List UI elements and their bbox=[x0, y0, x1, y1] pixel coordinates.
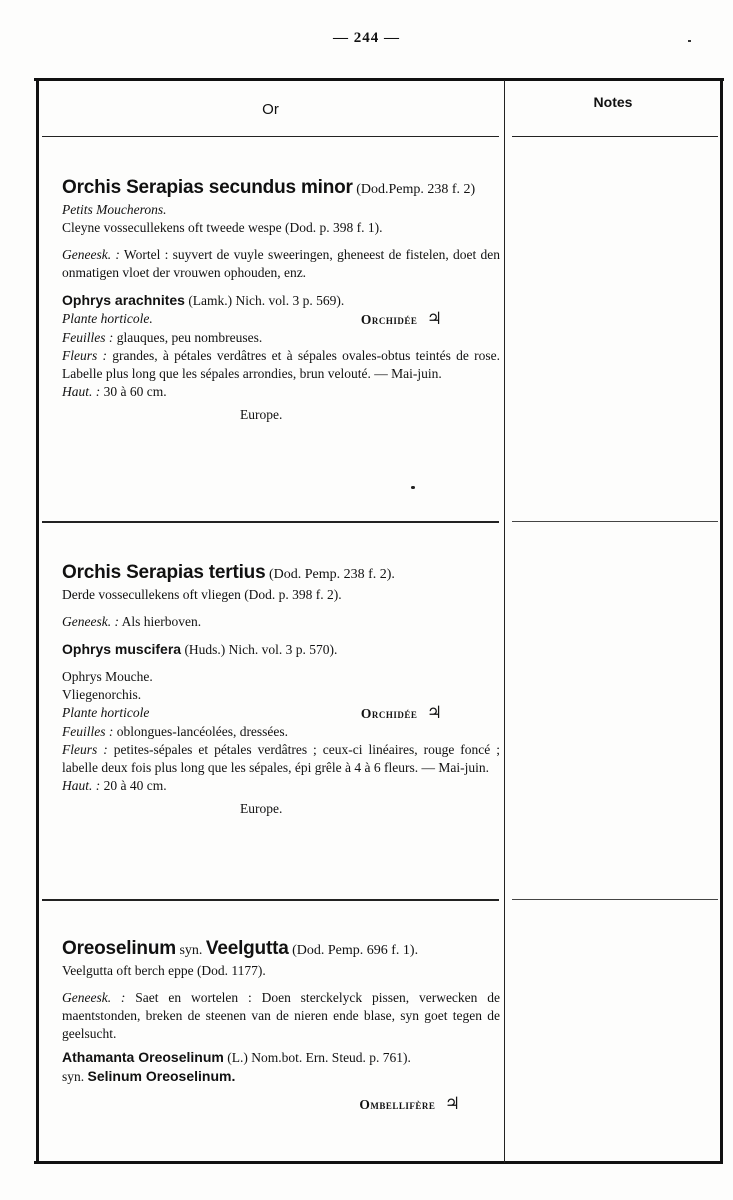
page-number: — 244 — bbox=[333, 30, 400, 46]
entry-modern-name-line bbox=[62, 291, 500, 310]
synonym-prefix: syn. bbox=[62, 1069, 85, 1084]
ink-speck bbox=[411, 486, 415, 489]
entry-plant-line bbox=[62, 704, 500, 723]
entry-geneesk bbox=[62, 613, 500, 631]
entry-syn-word: syn. bbox=[179, 943, 203, 958]
entry-title-ref: (Dod. Pemp. 238 f. 2). bbox=[268, 567, 395, 582]
entry-feuilles bbox=[62, 329, 500, 347]
entry-title-ref: (Dod.Pemp. 238 f. 2) bbox=[356, 182, 476, 197]
entry-modern-name-line bbox=[62, 640, 500, 659]
modern-name: Ophrys arachnites bbox=[62, 292, 185, 308]
header-notes: Notes bbox=[593, 94, 633, 110]
modern-ref: (L.) Nom.bot. Ern. Steud. p. 761). bbox=[227, 1050, 411, 1065]
entry-oreoselinum bbox=[62, 940, 500, 1114]
table-frame-bottom bbox=[34, 1161, 723, 1164]
feuilles-label: Feuilles : bbox=[62, 724, 114, 739]
entry-feuilles bbox=[62, 723, 500, 741]
entry-dutch-line: Veelgutta oft berch eppe (Dod. 1177). bbox=[62, 963, 266, 978]
entry-orchis-serapias-tertius bbox=[62, 564, 500, 818]
family-group bbox=[361, 704, 442, 723]
entry-plant-line bbox=[62, 310, 500, 329]
notes-separator bbox=[512, 899, 718, 900]
entry-orchis-serapias-secundus-minor bbox=[62, 179, 500, 424]
header-main: Or bbox=[262, 101, 279, 118]
entry-title: Orchis Serapias tertius bbox=[62, 562, 266, 583]
header-rule-main bbox=[42, 136, 499, 137]
stray-mark bbox=[688, 40, 691, 42]
feuilles-text: glauques, peu nombreuses. bbox=[116, 330, 263, 345]
notes-separator bbox=[512, 521, 718, 522]
feuilles-label: Feuilles : bbox=[62, 330, 114, 345]
family-name: Orchidée bbox=[360, 706, 418, 721]
entry-origin: Europe. bbox=[240, 407, 283, 422]
entry-haut bbox=[62, 777, 500, 795]
geneesk-text: Saet en wortelen : Doen sterckelyck pissen, verwecken de maentstonden, breken de steenen van de nieren ende blase, syn goet tegen de geelsucht. bbox=[62, 990, 500, 1041]
entry-geneesk bbox=[62, 989, 500, 1043]
family-group bbox=[361, 310, 442, 329]
fleurs-text: petites-sépales et pétales verdâtres ; ceux-ci linéaires, rouge foncé ; labelle deux fois plus long que les sépales, épi grêle à 4 à 6 fleurs. — Mai-juin. bbox=[62, 742, 500, 775]
entry-separator bbox=[42, 521, 499, 523]
modern-name: Athamanta Oreoselinum bbox=[62, 1049, 224, 1065]
entry-title: Orchis Serapias secundus minor bbox=[62, 177, 353, 198]
entry-haut bbox=[62, 383, 500, 401]
plant-type: Plante horticole. bbox=[62, 311, 153, 326]
table-frame-left bbox=[36, 78, 39, 1163]
haut-text: 20 à 40 cm. bbox=[103, 778, 167, 793]
common-name-fr: Ophrys Mouche. bbox=[62, 669, 153, 684]
entry-title-line bbox=[62, 564, 500, 584]
entry-title-ref: (Dod. Pemp. 696 f. 1). bbox=[292, 943, 419, 958]
modern-ref: (Huds.) Nich. vol. 3 p. 570). bbox=[184, 642, 338, 657]
family-name: Ombellifère bbox=[359, 1097, 436, 1112]
fleurs-label: Fleurs : bbox=[62, 348, 108, 363]
entry-title: Oreoselinum bbox=[62, 938, 176, 959]
geneesk-label: Geneesk. : bbox=[62, 990, 126, 1005]
perennial-symbol: ♃ bbox=[444, 1094, 460, 1113]
haut-label: Haut. : bbox=[62, 384, 101, 399]
modern-name: Ophrys muscifera bbox=[62, 641, 182, 657]
modern-ref: (Lamk.) Nich. vol. 3 p. 569). bbox=[188, 293, 345, 308]
entry-origin: Europe. bbox=[240, 801, 283, 816]
haut-text: 30 à 60 cm. bbox=[103, 384, 167, 399]
geneesk-text: Als hierboven. bbox=[121, 614, 202, 629]
entry-family-line bbox=[62, 1095, 500, 1114]
entry-geneesk bbox=[62, 246, 500, 282]
entry-fleurs bbox=[62, 741, 500, 777]
perennial-symbol: ♃ bbox=[426, 703, 442, 722]
common-name-nl: Vliegenorchis. bbox=[62, 687, 142, 702]
entry-separator bbox=[42, 899, 499, 901]
fleurs-label: Fleurs : bbox=[62, 742, 108, 757]
fleurs-text: grandes, à pétales verdâtres et à sépales ovales-obtus teintés de rose. Labelle plus long que les sépales arrondies, brun velouté. — Mai-juin. bbox=[62, 348, 501, 381]
column-divider bbox=[504, 80, 505, 1163]
entry-dutch-line: Cleyne vossecullekens oft tweede wespe (Dod. p. 398 f. 1). bbox=[62, 220, 383, 235]
entry-title-2: Veelgutta bbox=[205, 938, 289, 959]
header-rule-notes bbox=[512, 136, 718, 137]
haut-label: Haut. : bbox=[62, 778, 101, 793]
entry-subtitle: Petits Moucherons. bbox=[62, 202, 167, 217]
table-frame-top bbox=[34, 78, 724, 81]
geneesk-text: Wortel : suyvert de vuyle sweeringen, gheneest de fistelen, doet den onmatigen vloet der vrouwen ophouden, enz. bbox=[62, 247, 501, 280]
entry-synonym-line bbox=[62, 1067, 500, 1086]
family-name: Orchidée bbox=[360, 312, 418, 327]
entry-title-line bbox=[62, 940, 500, 960]
perennial-symbol: ♃ bbox=[426, 309, 442, 328]
synonym-name: Selinum Oreoselinum. bbox=[87, 1068, 236, 1084]
entry-title-line bbox=[62, 179, 500, 199]
geneesk-label: Geneesk. : bbox=[62, 614, 119, 629]
table-frame-right bbox=[720, 78, 723, 1163]
feuilles-text: oblongues-lancéolées, dressées. bbox=[116, 724, 289, 739]
geneesk-label: Geneesk. : bbox=[62, 247, 120, 262]
plant-type: Plante horticole bbox=[62, 705, 150, 720]
entry-dutch-line: Derde vossecullekens oft vliegen (Dod. p. 398 f. 2). bbox=[62, 587, 342, 602]
entry-modern-name-line bbox=[62, 1048, 500, 1067]
entry-fleurs bbox=[62, 347, 500, 383]
